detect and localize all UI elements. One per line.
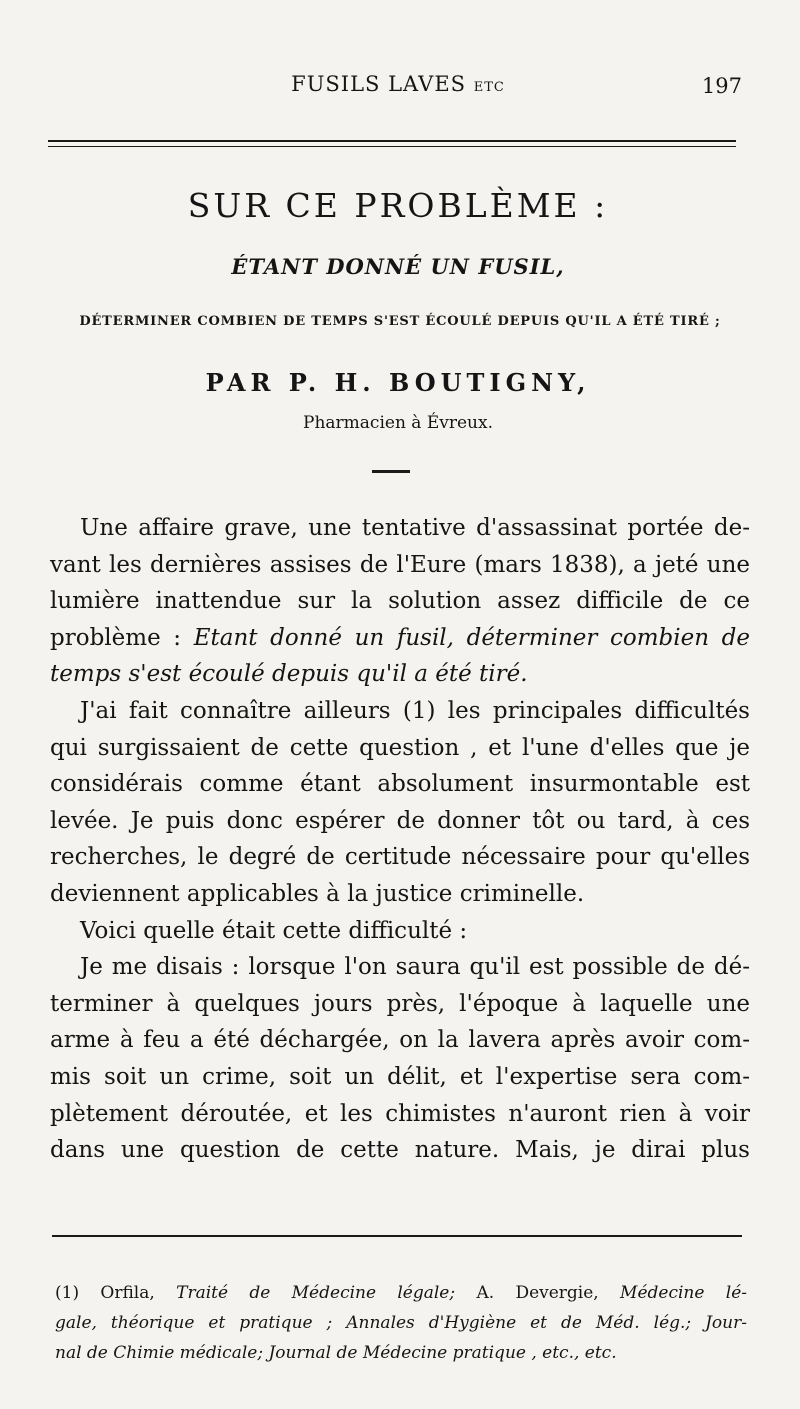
- article-question-line: DÉTERMINER COMBIEN DE TEMPS S'EST ÉCOULÉ DEPUIS QU'IL A ÉTÉ TIRÉ ;: [79, 314, 721, 329]
- author-affiliation: Pharmacien à Évreux.: [303, 413, 493, 433]
- footnote-line: [55, 1278, 747, 1308]
- section-divider: [372, 470, 410, 473]
- footnote-author: A. Devergie,: [476, 1283, 599, 1303]
- body-line: temps s'est écoulé depuis qu'il a été tiré.: [50, 661, 528, 688]
- running-head-title: [48, 72, 748, 96]
- body-line: mis soit un crime, soit un délit, et l'expertise sera com-: [50, 1063, 750, 1090]
- body-line: recherches, le degré de certitude nécessaire pour qu'elles: [50, 844, 750, 871]
- header-double-rule: [48, 140, 736, 147]
- body-line: Une affaire grave, une tentative d'assassinat portée de-: [80, 515, 750, 541]
- page-number: 197: [701, 74, 742, 98]
- footnote-line: gale, théorique et pratique ; Annales d'Hygiène et de Méd. lég.; Jour-: [55, 1313, 747, 1333]
- body-line: considérais comme étant absolument insurmontable est: [50, 771, 750, 798]
- body-line: terminer à quelques jours près, l'époque à laquelle une: [50, 990, 750, 1017]
- body-line: arme à feu a été déchargée, on la lavera après avoir com-: [50, 1027, 750, 1054]
- footnote: [55, 1278, 747, 1368]
- footnote-title: Traité de Médecine légale;: [176, 1283, 456, 1303]
- article-heading: SUR CE PROBLÈME :: [187, 186, 609, 225]
- body-text: [50, 510, 750, 1169]
- footnote-rule: [52, 1235, 742, 1237]
- footnote-line: nal de Chimie médicale; Journal de Médecine pratique , etc., etc.: [55, 1343, 617, 1363]
- running-head-etc: ETC: [473, 80, 505, 95]
- body-line: Voici quelle était cette difficulté :: [80, 917, 468, 944]
- body-line: lumière inattendue sur la solution assez difficile de ce: [50, 588, 750, 615]
- body-text-span: problème :: [50, 624, 182, 651]
- italic-question: Etant donné un fusil, déterminer combien de: [193, 624, 750, 651]
- body-line: qui surgissaient de cette question , et l'une d'elles que je: [50, 734, 750, 761]
- body-line: vant les dernières assises de l'Eure (mars 1838), a jeté une: [50, 551, 750, 578]
- author-line: PAR P. H. BOUTIGNY,: [205, 368, 591, 397]
- article-subheading: ÉTANT DONNÉ UN FUSIL,: [231, 254, 565, 279]
- body-line: plètement déroutée, et les chimistes n'auront rien à voir: [50, 1100, 750, 1127]
- body-line: J'ai fait connaître ailleurs (1) les principales difficultés: [80, 697, 750, 724]
- running-head: [48, 68, 748, 102]
- body-line: levée. Je puis donc espérer de donner tôt ou tard, à ces: [50, 807, 750, 834]
- running-head-text: FUSILS LAVES: [291, 72, 467, 96]
- body-line: dans une question de cette nature. Mais, je dirai plus: [50, 1137, 750, 1164]
- body-line: [50, 620, 750, 657]
- body-line: deviennent applicables à la justice criminelle.: [50, 880, 585, 907]
- footnote-marker-author: (1) Orfila,: [55, 1283, 155, 1303]
- body-line: Je me disais : lorsque l'on saura qu'il est possible de dé-: [80, 954, 750, 981]
- footnote-title: Médecine lé-: [620, 1283, 747, 1303]
